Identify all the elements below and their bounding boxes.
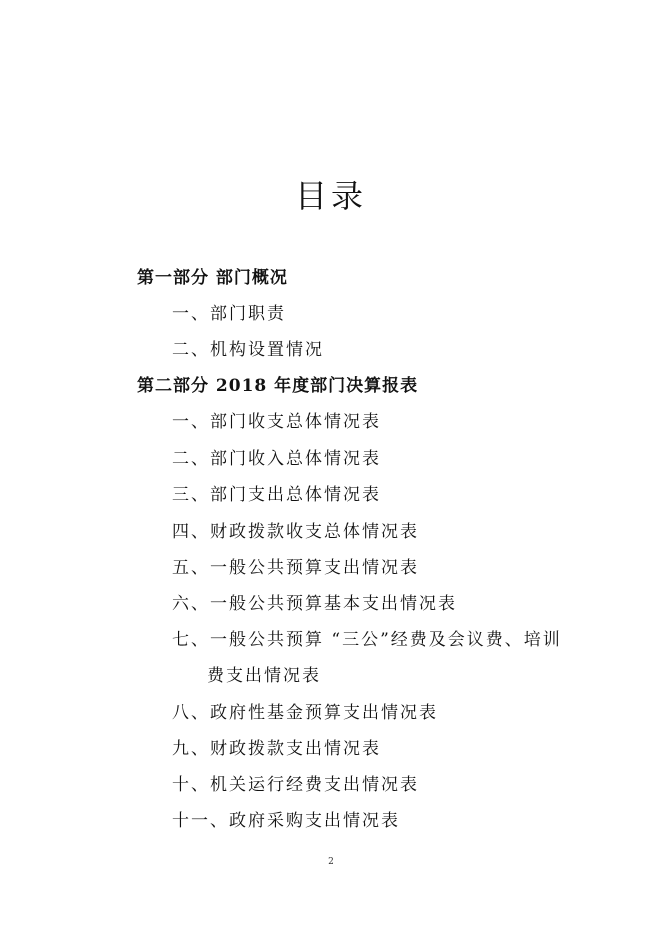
- toc-title: 目录: [294, 177, 367, 215]
- toc-item-part2-1: 一、部门收支总体情况表: [172, 412, 381, 432]
- part-2-heading: 第二部分 2018 年度部门决算报表: [137, 376, 419, 396]
- toc-item-part1-2: 二、机构设置情况: [172, 340, 324, 360]
- page-number: 2: [328, 857, 334, 867]
- toc-item-part2-7-continuation: 费支出情况表: [207, 666, 321, 686]
- toc-item-part2-5: 五、一般公共预算支出情况表: [172, 558, 419, 578]
- toc-item-part2-2: 二、部门收入总体情况表: [172, 449, 381, 469]
- toc-item-part2-8: 八、政府性基金预算支出情况表: [172, 703, 438, 723]
- toc-item-part2-10: 十、机关运行经费支出情况表: [172, 775, 419, 795]
- toc-item-part2-11: 十一、政府采购支出情况表: [172, 811, 400, 831]
- toc-item-part2-7: 七、一般公共预算 “三公”经费及会议费、培训: [172, 630, 562, 650]
- toc-item-part2-6: 六、一般公共预算基本支出情况表: [172, 594, 457, 614]
- toc-item-part2-9: 九、财政拨款支出情况表: [172, 739, 381, 759]
- toc-item-part2-3: 三、部门支出总体情况表: [172, 485, 381, 505]
- toc-item-part2-4: 四、财政拨款收支总体情况表: [172, 522, 419, 542]
- toc-item-part1-1: 一、部门职责: [172, 304, 286, 324]
- part-1-heading: 第一部分 部门概况: [137, 268, 288, 288]
